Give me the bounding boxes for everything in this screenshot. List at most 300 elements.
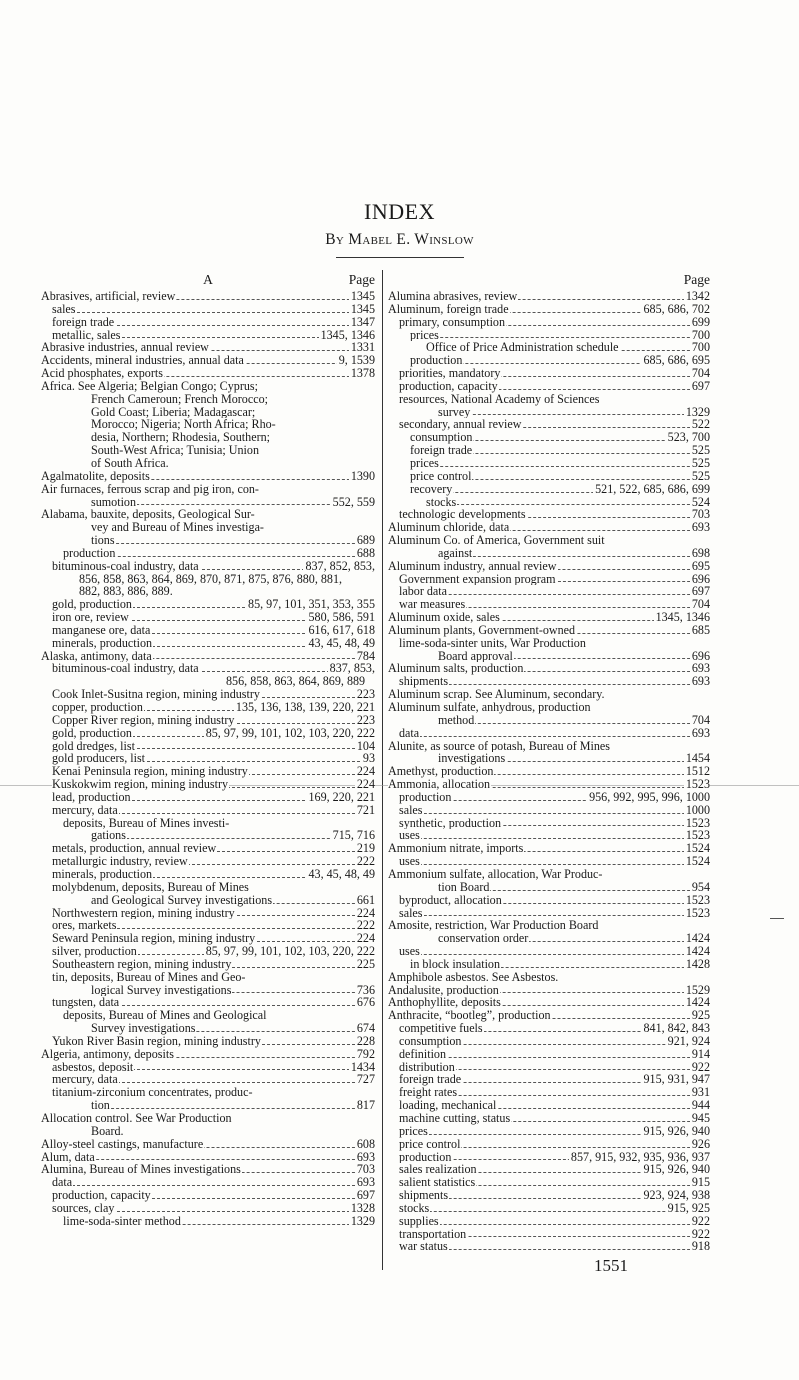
index-entry-pages: 685: [691, 623, 710, 637]
index-entry-text: minerals, production: [52, 636, 153, 650]
index-entry-pages: 85, 97, 101, 351, 353, 355: [248, 598, 375, 612]
index-entry: [41, 868, 375, 881]
index-entry: [41, 598, 375, 611]
index-entry: [388, 1073, 710, 1086]
page-heading: Page: [683, 272, 710, 287]
index-entry-text: copper, production: [52, 701, 143, 714]
index-entry: [388, 1202, 710, 1215]
index-entry-text: Copper River region, mining industry: [52, 713, 235, 727]
index-entry-text: French Cameroun; French Morocco;: [91, 392, 268, 406]
index-entry-pages: 922: [691, 1060, 710, 1074]
index-entry-pages: 1329: [350, 1214, 375, 1228]
index-entry-pages: 695: [691, 559, 710, 573]
index-entry: [388, 547, 710, 560]
dot-leader: [410, 466, 710, 467]
index-entry: [388, 316, 710, 329]
index-entry-text: stocks: [426, 495, 457, 509]
index-entry-text: foreign trade: [399, 1073, 462, 1087]
index-entry-text: Aluminum chloride, data: [388, 521, 510, 535]
index-entry: [41, 290, 375, 303]
index-entry-pages: 1524: [685, 842, 710, 856]
index-entry-pages: 525: [691, 469, 710, 483]
index-entry-text: sumotion: [91, 495, 137, 509]
index-entry-text: survey: [438, 405, 471, 419]
index-entry-text: against: [438, 546, 473, 560]
index-entry-pages: 1342: [685, 290, 710, 303]
dot-leader: [426, 504, 710, 505]
index-entry: [388, 1048, 710, 1061]
index-entry: [388, 1035, 710, 1048]
index-entry: [41, 765, 375, 778]
index-entry-text: Abrasives, artificial, review: [41, 290, 176, 303]
index-entry: [41, 1022, 375, 1035]
index-entry-pages: 552, 559: [332, 495, 375, 509]
right-entry-list: [388, 290, 710, 1253]
index-entry: [388, 354, 710, 367]
index-entry-text: price control: [399, 1137, 461, 1151]
index-entry-text: machine cutting, status: [399, 1112, 511, 1125]
dot-leader: [399, 1211, 710, 1212]
index-entry-pages: 721: [356, 803, 375, 817]
index-entry-pages: 524: [691, 495, 710, 509]
index-entry: [388, 868, 710, 881]
index-entry: [41, 431, 375, 444]
index-entry-pages: 915: [691, 1176, 710, 1190]
index-entry: [41, 1099, 375, 1112]
dot-leader: [52, 312, 375, 313]
index-entry: [41, 1125, 375, 1138]
index-entry: [388, 932, 710, 945]
index-entry: [388, 1138, 710, 1151]
index-entry-text: data: [52, 1176, 73, 1190]
index-entry: [388, 483, 710, 496]
index-entry-pages: 93: [362, 752, 375, 766]
index-entry-text: gold dredges, list: [52, 739, 135, 753]
index-entry: [388, 560, 710, 573]
index-entry: [388, 290, 710, 303]
index-entry-text: prices: [399, 1124, 428, 1138]
index-entry: [41, 984, 375, 997]
index-entry-text: prices: [410, 456, 439, 470]
index-entry: [388, 329, 710, 342]
index-entry: [41, 945, 375, 958]
index-entry: [41, 971, 375, 984]
index-entry: [388, 1112, 710, 1125]
index-entry: [41, 303, 375, 316]
index-entry-pages: 43, 45, 48, 49: [308, 867, 375, 881]
index-entry: [388, 855, 710, 868]
index-entry-text: technologic developments: [399, 508, 526, 522]
index-entry: [41, 675, 375, 688]
index-entry-text: Amosite, restriction, War Production Board: [388, 919, 599, 933]
index-entry: [388, 521, 710, 534]
index-entry-pages: 841, 842, 843: [643, 1022, 710, 1035]
index-entry: [41, 791, 375, 804]
index-entry: [41, 996, 375, 1009]
index-entry: [41, 1202, 375, 1215]
index-entry: [41, 624, 375, 637]
index-entry-pages: 523, 700: [667, 431, 710, 445]
index-entry-text: priorities, mandatory: [399, 367, 501, 380]
index-entry: [388, 431, 710, 444]
index-entry: [41, 1163, 375, 1176]
index-entry-pages: 1424: [685, 932, 710, 946]
index-entry-text: Board approval: [438, 649, 513, 663]
index-entry-text: production: [410, 354, 463, 368]
index-entry: [388, 945, 710, 958]
index-entry: [388, 303, 710, 316]
index-entry-text: tions: [91, 534, 115, 547]
index-entry-text: production: [63, 546, 116, 560]
index-entry-pages: 693: [691, 662, 710, 676]
index-entry-text: Gold Coast; Liberia; Madagascar;: [91, 405, 256, 419]
index-entry-text: Aluminum salts, production: [388, 662, 524, 676]
index-entry-text: Aluminum industry, annual review: [388, 559, 557, 573]
index-entry-text: logical Survey investigations: [91, 983, 232, 997]
index-entry-text: Board.: [91, 1124, 124, 1138]
index-entry: [388, 778, 710, 791]
index-entry: [41, 1086, 375, 1099]
index-entry: [41, 714, 375, 727]
index-entry: [388, 1228, 710, 1241]
index-entry-pages: 688: [356, 546, 375, 560]
index-entry: [388, 1125, 710, 1138]
index-entry-text: Kenai Peninsula region, mining industry: [52, 765, 248, 779]
index-entry-pages: 1529: [685, 983, 710, 997]
index-entry-pages: 945: [691, 1112, 710, 1125]
index-entry: [41, 316, 375, 329]
index-entry-pages: 693: [356, 1176, 375, 1190]
index-entry: [41, 406, 375, 419]
index-entry: [41, 881, 375, 894]
index-entry: [41, 662, 375, 675]
index-entry-pages: 685, 686, 702: [643, 302, 710, 316]
index-entry-text: byproduct, allocation: [399, 893, 502, 907]
index-entry: [388, 1189, 710, 1202]
index-entry: [41, 521, 375, 534]
index-entry-pages: 580, 586, 591: [308, 611, 375, 624]
index-entry-text: metallic, sales: [52, 328, 121, 342]
index-entry-text: Alumina, Bureau of Mines investigations: [41, 1163, 241, 1177]
index-entry: [41, 1048, 375, 1061]
index-entry-text: mercury, data: [52, 803, 118, 817]
index-entry-text: secondary, annual review: [399, 418, 522, 432]
index-entry: [41, 1215, 375, 1228]
index-entry-text: competitive fuels: [399, 1022, 483, 1035]
index-entry: [388, 881, 710, 894]
index-entry: [41, 752, 375, 765]
index-entry-pages: 1378: [350, 367, 375, 380]
index-entry-pages: 1524: [685, 855, 710, 868]
index-entry: [41, 341, 375, 354]
dot-leader: [399, 864, 710, 865]
index-entry-pages: 837, 852, 853,: [305, 559, 375, 573]
dot-leader: [399, 954, 710, 955]
index-entry-pages: 1523: [685, 816, 710, 830]
index-entry: [41, 354, 375, 367]
index-entry: [388, 650, 710, 663]
index-entry-pages: 693: [691, 521, 710, 535]
index-entry-text: resources, National Academy of Sciences: [399, 392, 600, 406]
index-entry-pages: 85, 97, 99, 101, 102, 103, 220, 222: [205, 945, 375, 958]
index-entry: [41, 573, 375, 586]
index-entry: [388, 406, 710, 419]
index-entry-text: sales: [52, 302, 76, 316]
index-entry: [41, 650, 375, 663]
index-entry: [388, 367, 710, 380]
index-entry-pages: 837, 853,: [329, 662, 375, 676]
index-entry-text: Government expansion program: [399, 572, 556, 586]
index-entry-text: molybdenum, deposits, Bureau of Mines: [52, 880, 249, 894]
index-entry-pages: 700: [691, 341, 710, 355]
index-entry-text: vey and Bureau of Mines investiga-: [91, 521, 264, 535]
index-entry: [388, 907, 710, 920]
index-entry-text: asbestos, deposit: [52, 1060, 134, 1074]
index-entry-pages: 704: [691, 367, 710, 380]
index-entry-text: Southeastern region, mining industry: [52, 957, 232, 971]
index-entry-pages: 915, 926, 940: [643, 1124, 710, 1138]
index-entry-text: Aluminum sulfate, anhydrous, production: [388, 701, 591, 714]
index-entry-text: data: [399, 726, 420, 740]
column-divider: [382, 270, 383, 1270]
index-entry: [41, 611, 375, 624]
index-entry: [41, 740, 375, 753]
index-entry: [388, 1009, 710, 1022]
index-entry-pages: 222: [356, 855, 375, 868]
index-entry: [41, 534, 375, 547]
index-entry-text: Abrasive industries, annual review: [41, 341, 209, 355]
index-entry-pages: 219: [356, 842, 375, 856]
index-entry-pages: 9, 1539: [338, 354, 375, 368]
index-entry-pages: 703: [691, 508, 710, 522]
index-entry-text: 856, 858, 863, 864, 869, 870, 871, 875, 876, 880, 881,: [79, 572, 343, 586]
index-entry-text: metallurgic industry, review: [52, 855, 188, 868]
index-entry-text: Alumina abrasives, review: [388, 290, 518, 303]
index-entry: [41, 1189, 375, 1202]
index-entry: [388, 714, 710, 727]
index-entry-pages: 224: [356, 778, 375, 791]
index-entry: [388, 842, 710, 855]
index-entry-text: shipments: [399, 1189, 449, 1202]
index-entry-text: Aluminum plants, Government-owned: [388, 623, 576, 637]
index-entry: [388, 508, 710, 521]
index-entry-pages: 1345, 1346: [320, 328, 375, 342]
index-entry-text: gold, production: [52, 726, 132, 740]
dot-leader: [399, 813, 710, 814]
index-entry-text: production, capacity: [52, 1189, 151, 1202]
index-entry-pages: 697: [691, 585, 710, 599]
index-entry-text: Alaska, antimony, data: [41, 649, 152, 663]
index-entry-pages: 915, 926, 940: [643, 1163, 710, 1177]
index-entry-text: bituminous-coal industry, data: [52, 662, 199, 676]
index-entry: [388, 1215, 710, 1228]
index-entry: [41, 457, 375, 470]
index-entry-text: Kuskokwim region, mining industry: [52, 778, 229, 791]
index-entry-pages: 1000: [685, 803, 710, 817]
index-entry-text: Alabama, bauxite, deposits, Geological Sur-: [41, 508, 255, 522]
index-entry-pages: 784: [356, 649, 375, 663]
index-entry-text: foreign trade: [52, 315, 115, 329]
index-entry: [388, 1099, 710, 1112]
index-entry-pages: 703: [356, 1163, 375, 1177]
index-entry-text: conservation order: [438, 932, 529, 946]
index-entry-pages: 616, 617, 618: [308, 623, 375, 637]
index-entry-text: sales realization: [399, 1163, 477, 1177]
index-entry-text: Andalusite, production: [388, 983, 499, 997]
index-entry-pages: 1454: [685, 752, 710, 766]
index-entry-text: uses: [399, 945, 420, 958]
index-entry: [388, 598, 710, 611]
index-entry-pages: 1345, 1346: [655, 611, 710, 624]
dot-leader: [399, 838, 710, 839]
dot-leader: [410, 337, 710, 338]
index-entry-text: Seward Peninsula region, mining industry: [52, 932, 256, 946]
index-entry-text: production, capacity: [399, 379, 498, 393]
index-entry-text: Morocco; Nigeria; North Africa; Rho-: [91, 418, 276, 432]
index-entry-pages: 223: [356, 713, 375, 727]
index-entry-text: silver, production: [52, 945, 137, 958]
scan-speck: [770, 918, 784, 919]
index-entry-pages: 225: [356, 957, 375, 971]
title-rule: [336, 257, 464, 258]
index-entry: [41, 560, 375, 573]
page-heading: Page: [348, 272, 375, 287]
dot-leader: [438, 556, 710, 557]
index-entry-text: tion Board: [438, 880, 490, 894]
index-entry-pages: 1390: [350, 469, 375, 483]
index-entry: [388, 765, 710, 778]
index-entry: [41, 496, 375, 509]
index-entry: [388, 740, 710, 753]
index-entry-pages: 1523: [685, 778, 710, 791]
index-entry: [388, 624, 710, 637]
index-entry-pages: 1347: [350, 315, 375, 329]
index-entry-pages: 704: [691, 713, 710, 727]
index-entry: [388, 341, 710, 354]
index-entry: [388, 894, 710, 907]
dot-leader: [91, 543, 375, 544]
index-entry-pages: 697: [691, 379, 710, 393]
index-entry-text: 856, 858, 863, 864, 869, 889: [226, 675, 366, 689]
section-letter: A: [203, 272, 213, 287]
index-entry-text: manganese ore, data: [52, 623, 151, 637]
index-entry-pages: 700: [691, 328, 710, 342]
index-entry-pages: 689: [356, 534, 375, 547]
index-entry: [388, 791, 710, 804]
index-entry-text: iron ore, review: [52, 611, 129, 624]
index-entry-pages: 1345: [350, 290, 375, 303]
index-entry-pages: 224: [356, 906, 375, 920]
index-entry-pages: 224: [356, 765, 375, 779]
index-entry-text: deposits, Bureau of Mines investi-: [63, 816, 230, 830]
index-entry-text: of South Africa.: [91, 456, 169, 470]
index-entry-text: Alloy-steel castings, manufacture: [41, 1137, 204, 1151]
index-entry-pages: 697: [356, 1189, 375, 1202]
index-entry-text: uses: [399, 829, 420, 843]
index-entry-text: Aluminum oxide, sales: [388, 611, 500, 624]
index-entry: [41, 1151, 375, 1164]
index-entry-pages: 525: [691, 456, 710, 470]
index-entry: [41, 894, 375, 907]
index-entry-text: supplies: [399, 1214, 439, 1228]
index-entry: [41, 329, 375, 342]
index-entry-text: sales: [399, 803, 423, 817]
index-entry-text: metals, production, annual review: [52, 842, 217, 856]
index-title: INDEX: [364, 199, 435, 224]
index-entry-text: foreign trade: [410, 444, 473, 457]
author-byline: By Mabel E. Winslow: [325, 231, 474, 248]
index-entry-pages: 857, 915, 932, 935, 936, 937: [570, 1150, 710, 1164]
index-entry-text: salient statistics: [399, 1176, 476, 1190]
index-entry-text: war measures: [399, 598, 466, 612]
index-entry: [388, 1061, 710, 1074]
index-entry-text: lime-soda-sinter units, War Production: [399, 636, 586, 650]
index-entry-text: tin, deposits, Bureau of Mines and Geo-: [52, 970, 246, 984]
index-entry-text: lead, production: [52, 790, 131, 804]
index-entry-pages: 921, 924: [667, 1034, 710, 1048]
index-entry-pages: 674: [356, 1022, 375, 1035]
index-entry: [388, 829, 710, 842]
index-entry-pages: 1523: [685, 829, 710, 843]
index-entry: [41, 508, 375, 521]
index-entry: [388, 496, 710, 509]
index-entry-text: Yukon River Basin region, mining industry: [52, 1034, 261, 1048]
index-entry-text: bituminous-coal industry, data: [52, 559, 199, 573]
index-entry-text: investigations: [438, 752, 506, 766]
index-entry-text: gold producers, list: [52, 752, 146, 766]
index-entry-pages: 104: [356, 739, 375, 753]
index-entry-text: method: [438, 713, 475, 727]
index-entry-text: minerals, production: [52, 867, 153, 881]
index-entry: [41, 1112, 375, 1125]
index-entry-text: mercury, data: [52, 1073, 118, 1087]
index-entry-pages: 685, 686, 695: [643, 354, 710, 368]
index-entry-pages: 736: [356, 983, 375, 997]
index-entry-pages: 1428: [685, 957, 710, 971]
index-entry-pages: 699: [691, 315, 710, 329]
index-entry-pages: 522: [691, 418, 710, 432]
index-entry: [388, 1176, 710, 1189]
index-entry: [388, 573, 710, 586]
index-entry: [41, 393, 375, 406]
index-entry: [41, 919, 375, 932]
index-entry-text: Survey investigations: [91, 1022, 196, 1035]
index-entry-text: in block insulation: [410, 957, 501, 971]
index-entry-text: Agalmatolite, deposits: [41, 469, 150, 483]
index-entry-pages: 918: [691, 1240, 710, 1254]
index-entry-pages: 956, 992, 995, 996, 1000: [589, 790, 710, 804]
index-entry-text: titanium-zirconium concentrates, produc-: [52, 1086, 253, 1100]
index-entry-text: Air furnaces, ferrous scrap and pig iron, con-: [41, 482, 259, 496]
index-entry: [41, 380, 375, 393]
index-entry-pages: 521, 522, 685, 686, 699: [595, 482, 710, 496]
index-entry: [41, 1073, 375, 1086]
index-entry-text: Ammonia, allocation: [388, 778, 491, 791]
index-entry-pages: 693: [691, 675, 710, 689]
index-entry-pages: 915, 925: [667, 1201, 710, 1215]
index-entry-pages: 1328: [350, 1201, 375, 1215]
dot-leader: [399, 736, 710, 737]
index-entry: [388, 688, 710, 701]
index-entry-pages: 43, 45, 48, 49: [308, 636, 375, 650]
index-entry: [41, 585, 375, 598]
index-entry: [388, 996, 710, 1009]
index-entry-pages: 223: [356, 688, 375, 701]
index-entry: [388, 727, 710, 740]
index-entry-text: recovery: [410, 482, 453, 496]
index-entry: [388, 418, 710, 431]
index-entry-text: Alunite, as source of potash, Bureau of Mines: [388, 739, 611, 753]
